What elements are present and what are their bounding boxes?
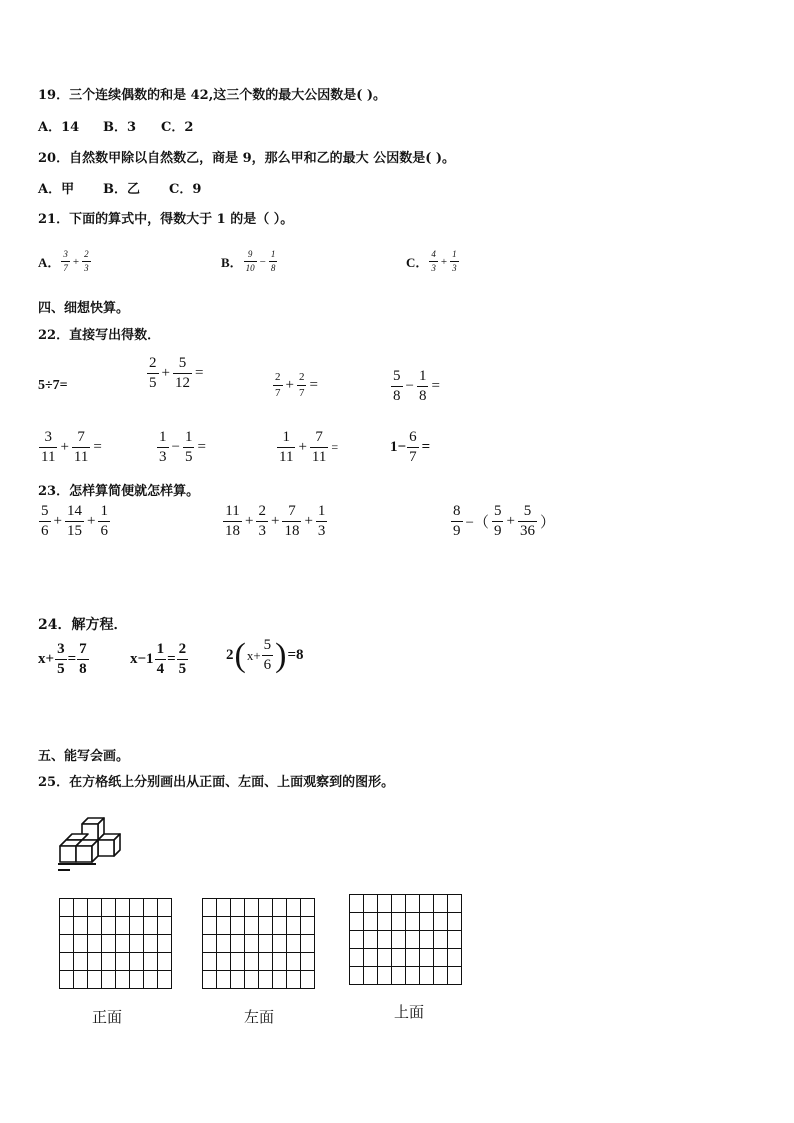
grid-cell[interactable] — [364, 949, 378, 967]
q24-equation-3: 2 ( x+ $\frac{5}{6}$ ) =8 — [226, 636, 304, 674]
grid-cell[interactable] — [144, 971, 158, 989]
grid-cell[interactable] — [301, 953, 315, 971]
grid-cell[interactable] — [350, 949, 364, 967]
fraction: $\frac{5}{12}$ — [174, 355, 190, 391]
grid-cell[interactable] — [116, 917, 130, 935]
fraction: $\frac{5}{36}$ — [519, 503, 535, 539]
grid-cell[interactable] — [406, 895, 420, 913]
grid-cell[interactable] — [74, 899, 88, 917]
grid-cell[interactable] — [88, 917, 102, 935]
grid-cell[interactable] — [259, 917, 273, 935]
fraction: $\frac{1}{8}$ — [418, 368, 427, 404]
grid-cell[interactable] — [287, 917, 301, 935]
grid-cell[interactable] — [88, 971, 102, 989]
grid-cell[interactable] — [102, 971, 116, 989]
grid-cell[interactable] — [392, 949, 406, 967]
grid-cell[interactable] — [231, 953, 245, 971]
fraction: $\frac{11}{18}$ — [225, 503, 240, 539]
grid-cell[interactable] — [392, 967, 406, 985]
grid-cell[interactable] — [420, 895, 434, 913]
grid-front-view[interactable] — [59, 898, 172, 989]
grid-cell[interactable] — [287, 899, 301, 917]
grid-cell[interactable] — [102, 899, 116, 917]
grid-cell[interactable] — [420, 967, 434, 985]
q21-option-a[interactable]: A． $\frac{3}{7}$ + $\frac{2}{3}$ — [38, 249, 89, 273]
grid-cell[interactable] — [259, 953, 273, 971]
grid-cell[interactable] — [364, 913, 378, 931]
grid-cell[interactable] — [88, 935, 102, 953]
grid-cell[interactable] — [364, 967, 378, 985]
fraction: $\frac{1}{4}$ — [156, 641, 165, 677]
grid-cell[interactable] — [217, 953, 231, 971]
grid-cell[interactable] — [231, 935, 245, 953]
grid-cell[interactable] — [392, 913, 406, 931]
fraction: $\frac{7}{8}$ — [79, 641, 87, 677]
grid-cell[interactable] — [434, 931, 448, 949]
grid-cell[interactable] — [158, 953, 172, 971]
grid-cell[interactable] — [74, 935, 88, 953]
q24-equation-2: x−1 $\frac{1}{4}$ = $\frac{2}{5}$ — [130, 641, 187, 677]
grid-cell[interactable] — [130, 917, 144, 935]
fraction: $\frac{7}{11}$ — [73, 429, 89, 465]
q22-expr-4: $\frac{5}{8}$ − $\frac{1}{8}$ = — [393, 368, 440, 404]
grid-cell[interactable] — [144, 899, 158, 917]
fraction: $\frac{9}{10}$ — [245, 249, 255, 273]
grid-cell[interactable] — [130, 953, 144, 971]
fraction: $\frac{5}{9}$ — [493, 503, 502, 539]
fraction: $\frac{1}{6}$ — [100, 503, 108, 539]
grid-cell[interactable] — [203, 917, 217, 935]
grid-cell[interactable] — [116, 953, 130, 971]
grid-cell[interactable] — [273, 953, 287, 971]
grid-cell[interactable] — [231, 899, 245, 917]
grid-cell[interactable] — [116, 971, 130, 989]
grid-cell[interactable] — [392, 895, 406, 913]
q22-expr-7: $\frac{1}{11}$ + $\frac{7}{11}$ = — [279, 429, 339, 465]
grid-cell[interactable] — [448, 931, 462, 949]
caption-top-view: 上面 — [394, 1003, 425, 1021]
grid-left-view[interactable] — [202, 898, 315, 989]
fraction: $\frac{2}{5}$ — [178, 641, 187, 677]
grid-cell[interactable] — [287, 935, 301, 953]
q19-option-a[interactable]: A．14 — [38, 120, 80, 135]
grid-cell[interactable] — [273, 971, 287, 989]
grid-cell[interactable] — [245, 917, 259, 935]
fraction: $\frac{5}{6}$ — [263, 637, 272, 673]
grid-cell[interactable] — [378, 967, 392, 985]
fraction: $\frac{1}{3}$ — [159, 429, 167, 465]
grid-cell[interactable] — [203, 953, 217, 971]
q23-expr-1: $\frac{5}{6}$ + $\frac{14}{15}$ + $\frac{1}{6}$ — [41, 503, 108, 539]
grid-cell[interactable] — [350, 931, 364, 949]
q20-option-a[interactable]: A．甲 — [38, 182, 75, 197]
grid-cell[interactable] — [158, 899, 172, 917]
grid-cell[interactable] — [60, 935, 74, 953]
fraction: $\frac{1}{3}$ — [317, 503, 326, 539]
grid-cell[interactable] — [245, 899, 259, 917]
grid-cell[interactable] — [434, 913, 448, 931]
section-4-title: 四、细想快算。 — [38, 301, 130, 316]
grid-cell[interactable] — [203, 935, 217, 953]
grid-cell[interactable] — [406, 949, 420, 967]
q23-expr-3: $\frac{8}{9}$ −（ $\frac{5}{9}$ + $\frac{5}{36}$ ） — [453, 503, 555, 539]
grid-cell[interactable] — [88, 953, 102, 971]
q22-expr-8: 1− $\frac{6}{7}$ = — [390, 429, 431, 465]
grid-cell[interactable] — [245, 971, 259, 989]
fraction: $\frac{5}{6}$ — [41, 503, 49, 539]
grid-cell[interactable] — [158, 917, 172, 935]
section-5-title: 五、能写会画。 — [38, 749, 130, 764]
grid-cell[interactable] — [259, 971, 273, 989]
grid-cell[interactable] — [378, 913, 392, 931]
grid-top-view[interactable] — [349, 894, 462, 985]
grid-cell[interactable] — [74, 953, 88, 971]
fraction: $\frac{3}{11}$ — [41, 429, 56, 465]
grid-cell[interactable] — [144, 953, 158, 971]
grid-cell[interactable] — [301, 971, 315, 989]
grid-cell[interactable] — [158, 971, 172, 989]
grid-cell[interactable] — [350, 967, 364, 985]
grid-cell[interactable] — [88, 899, 102, 917]
grid-cell[interactable] — [420, 913, 434, 931]
fraction: $\frac{2}{7}$ — [298, 371, 305, 399]
grid-cell[interactable] — [301, 899, 315, 917]
q22-expr-2: $\frac{2}{5}$ + $\frac{5}{12}$ = — [149, 355, 204, 391]
q19-option-b[interactable]: B．3 — [103, 120, 137, 135]
grid-cell[interactable] — [434, 949, 448, 967]
grid-cell[interactable] — [245, 935, 259, 953]
question-23: 23．怎样算简便就怎样算。 — [38, 484, 200, 499]
question-22: 22．直接写出得数． — [38, 328, 161, 343]
fraction: $\frac{1}{3}$ — [452, 249, 457, 273]
fraction: $\frac{1}{11}$ — [279, 429, 294, 465]
grid-cell[interactable] — [116, 899, 130, 917]
grid-cell[interactable] — [448, 913, 462, 931]
grid-cell[interactable] — [102, 953, 116, 971]
q21-option-b[interactable]: B． $\frac{9}{10}$ − $\frac{1}{8}$ — [221, 249, 276, 273]
grid-cell[interactable] — [144, 935, 158, 953]
grid-cell[interactable] — [60, 899, 74, 917]
grid-cell[interactable] — [273, 917, 287, 935]
grid-cell[interactable] — [217, 899, 231, 917]
grid-cell[interactable] — [245, 953, 259, 971]
fraction: $\frac{6}{7}$ — [409, 429, 417, 465]
caption-front-view: 正面 — [92, 1008, 123, 1026]
fraction: $\frac{2}{5}$ — [149, 355, 157, 391]
grid-cell[interactable] — [116, 935, 130, 953]
q22-expr-3: $\frac{2}{7}$ + $\frac{2}{7}$ = — [275, 371, 318, 399]
grid-cell[interactable] — [350, 895, 364, 913]
grid-cell[interactable] — [60, 917, 74, 935]
fraction: $\frac{14}{15}$ — [66, 503, 82, 539]
fraction: $\frac{3}{5}$ — [57, 641, 65, 677]
fraction: $\frac{7}{18}$ — [284, 503, 300, 539]
q23-expr-2: $\frac{11}{18}$ + $\frac{2}{3}$ + $\frac{7}{18}$ + $\frac{1}{3}$ — [225, 503, 326, 539]
grid-cell[interactable] — [259, 899, 273, 917]
grid-cell[interactable] — [273, 899, 287, 917]
grid-cell[interactable] — [420, 931, 434, 949]
grid-cell[interactable] — [378, 931, 392, 949]
cube-stack-figure — [56, 812, 136, 878]
fraction: $\frac{2}{3}$ — [84, 249, 89, 273]
grid-cell[interactable] — [130, 935, 144, 953]
grid-cell[interactable] — [74, 971, 88, 989]
grid-cell[interactable] — [378, 949, 392, 967]
grid-cell[interactable] — [74, 917, 88, 935]
grid-cell[interactable] — [406, 967, 420, 985]
question-25: 25．在方格纸上分别画出从正面、左面、上面观察到的图形。 — [38, 775, 395, 790]
grid-cell[interactable] — [217, 971, 231, 989]
grid-cell[interactable] — [301, 917, 315, 935]
fraction: $\frac{8}{9}$ — [453, 503, 461, 539]
fraction: $\frac{1}{8}$ — [270, 249, 276, 273]
fraction: $\frac{2}{3}$ — [258, 503, 266, 539]
fraction: $\frac{7}{11}$ — [311, 429, 327, 465]
grid-cell[interactable] — [287, 971, 301, 989]
grid-cell[interactable] — [203, 971, 217, 989]
grid-cell[interactable] — [434, 967, 448, 985]
grid-cell[interactable] — [364, 895, 378, 913]
q22-expr-6: $\frac{1}{3}$ − $\frac{1}{5}$ = — [159, 429, 206, 465]
question-20: 20．自然数甲除以自然数乙，商是 9，那么甲和乙的最大 公因数是( )。 — [38, 151, 456, 166]
grid-cell[interactable] — [301, 935, 315, 953]
grid-cell[interactable] — [102, 935, 116, 953]
fraction: $\frac{2}{7}$ — [275, 371, 281, 399]
fraction: $\frac{1}{5}$ — [184, 429, 193, 465]
q22-expr-1: 5÷7= — [38, 378, 68, 393]
grid-cell[interactable] — [350, 913, 364, 931]
fraction: $\frac{4}{3}$ — [431, 249, 436, 273]
grid-cell[interactable] — [231, 917, 245, 935]
grid-cell[interactable] — [231, 971, 245, 989]
fraction: $\frac{3}{7}$ — [63, 249, 68, 273]
grid-cell[interactable] — [406, 931, 420, 949]
grid-cell[interactable] — [364, 931, 378, 949]
q21-option-c[interactable]: C． $\frac{4}{3}$ + $\frac{1}{3}$ — [406, 249, 457, 273]
grid-cell[interactable] — [420, 949, 434, 967]
caption-left-view: 左面 — [244, 1008, 275, 1026]
question-19: 19．三个连续偶数的和是 42,这三个数的最大公因数是( )。 — [38, 88, 387, 103]
q20-option-c[interactable]: C．9 — [169, 182, 202, 197]
grid-cell[interactable] — [448, 949, 462, 967]
question-24: 24．解方程． — [38, 617, 128, 633]
grid-cell[interactable] — [448, 895, 462, 913]
grid-cell[interactable] — [392, 931, 406, 949]
grid-cell[interactable] — [217, 917, 231, 935]
grid-cell[interactable] — [130, 971, 144, 989]
grid-cell[interactable] — [130, 899, 144, 917]
q20-option-b[interactable]: B．乙 — [103, 182, 140, 197]
grid-cell[interactable] — [448, 967, 462, 985]
question-21: 21．下面的算式中，得数大于 1 的是（ ）。 — [38, 212, 294, 227]
grid-cell[interactable] — [287, 953, 301, 971]
q22-expr-5: $\frac{3}{11}$ + $\frac{7}{11}$ = — [41, 429, 102, 465]
grid-cell[interactable] — [378, 895, 392, 913]
q24-equation-1: x+ $\frac{3}{5}$ = $\frac{7}{8}$ — [38, 641, 87, 677]
grid-cell[interactable] — [273, 935, 287, 953]
grid-cell[interactable] — [144, 917, 158, 935]
fraction: $\frac{5}{8}$ — [393, 368, 401, 404]
grid-cell[interactable] — [60, 971, 74, 989]
grid-cell[interactable] — [406, 913, 420, 931]
grid-cell[interactable] — [158, 935, 172, 953]
grid-cell[interactable] — [217, 935, 231, 953]
q19-option-c[interactable]: C．2 — [161, 120, 194, 135]
grid-cell[interactable] — [259, 935, 273, 953]
grid-cell[interactable] — [102, 917, 116, 935]
grid-cell[interactable] — [434, 895, 448, 913]
grid-cell[interactable] — [203, 899, 217, 917]
grid-cell[interactable] — [60, 953, 74, 971]
